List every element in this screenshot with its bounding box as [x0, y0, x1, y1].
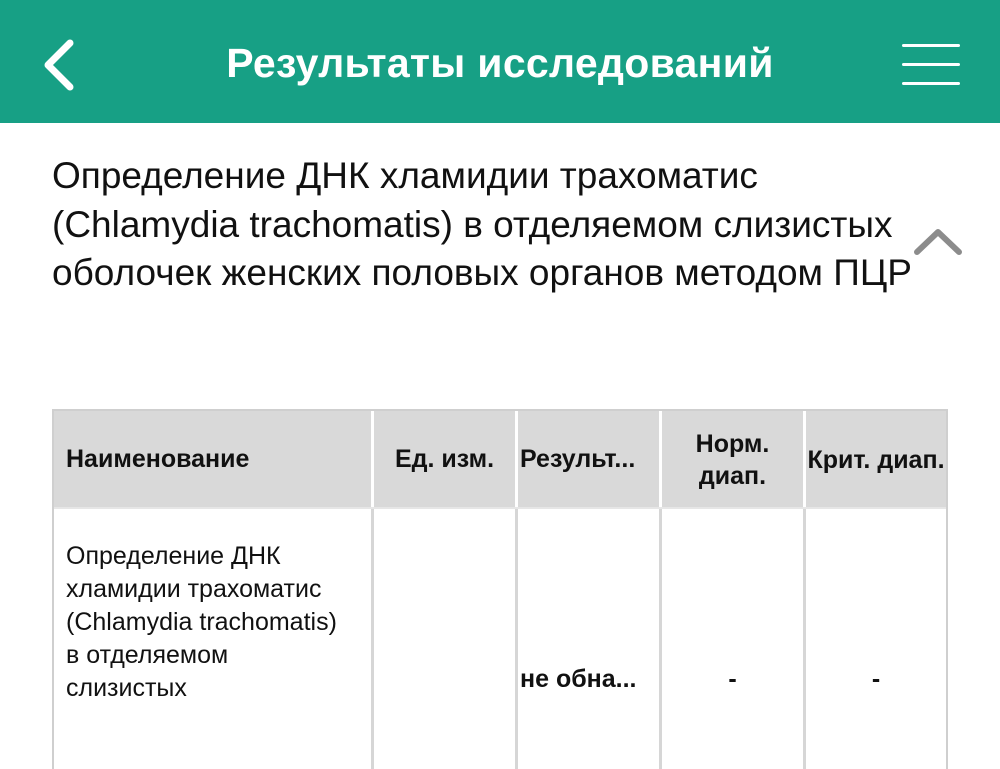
- top-navigation-bar: [0, 0, 1000, 123]
- cell-result: не обна...: [518, 509, 662, 769]
- cell-name: [54, 509, 374, 769]
- results-table: [52, 409, 948, 769]
- column-header-name: Наименование: [54, 411, 374, 507]
- page-title: Результаты исследований: [226, 40, 774, 86]
- column-header-norm-range: Норм. диап.: [662, 411, 806, 507]
- collapse-section-button[interactable]: [908, 218, 968, 263]
- column-header-crit-range: Крит. диап.: [807, 446, 945, 474]
- cell-name-text: Определение ДНК хламидии трахоматис (Chlamydia trachomatis) в отделяемом слизистых: [66, 542, 337, 702]
- chevron-up-icon: [912, 225, 964, 257]
- cell-norm-range: -: [662, 509, 806, 769]
- table-header-row: [54, 409, 946, 509]
- cell-crit-range: -: [871, 664, 881, 693]
- test-section-title: Определение ДНК хламидии трахоматис (Chlamydia trachomatis) в отделяемом слизистых оболочек женских половых органов методом ПЦР: [52, 155, 912, 293]
- table-row[interactable]: [54, 509, 946, 769]
- column-header-result: Результ...: [518, 411, 662, 507]
- column-header-unit: Ед. изм.: [374, 411, 518, 507]
- cell-unit: [374, 509, 518, 769]
- menu-button[interactable]: [898, 40, 966, 90]
